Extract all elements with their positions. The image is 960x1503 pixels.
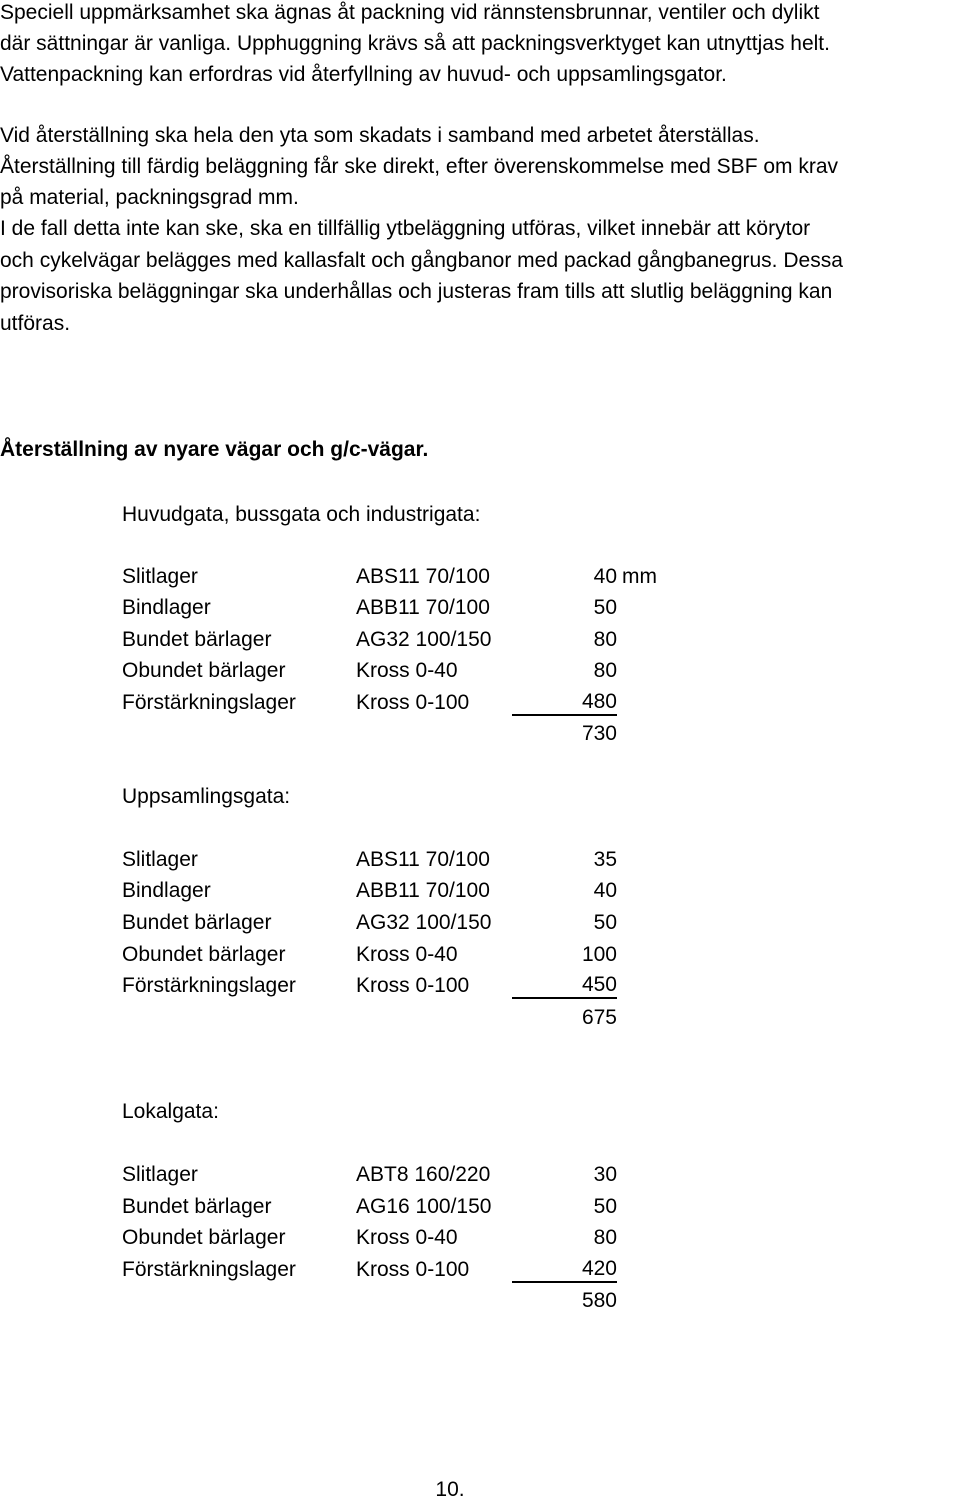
layer-name: Slitlager xyxy=(122,1163,198,1186)
layer-thickness: 450 xyxy=(512,973,617,999)
total-thickness: 675 xyxy=(581,1006,617,1029)
page-number: 10. xyxy=(435,1478,465,1501)
total-row xyxy=(0,1288,960,1314)
table-row xyxy=(0,627,960,653)
total-thickness: 730 xyxy=(581,722,617,745)
restore-line: Återställning till färdig beläggning får ske direkt, efter överenskommelse med SBF om krav xyxy=(0,155,839,178)
section-title: Uppsamlingsgata: xyxy=(122,785,291,808)
restore-line: på material, packningsgrad mm. xyxy=(0,186,299,209)
layer-name: Bundet bärlager xyxy=(122,911,272,934)
layer-name: Bindlager xyxy=(122,879,211,902)
table-row xyxy=(0,973,960,999)
layer-thickness: 480 xyxy=(512,690,617,716)
layer-name: Slitlager xyxy=(122,848,198,871)
layer-thickness: 40 xyxy=(593,879,617,902)
layer-material: Kross 0-100 xyxy=(356,691,470,714)
layer-thickness: 80 xyxy=(593,1226,617,1249)
layer-name: Bindlager xyxy=(122,596,211,619)
thickness-unit: mm xyxy=(622,565,657,588)
layer-thickness: 420 xyxy=(512,1257,617,1283)
table-row xyxy=(0,942,960,968)
layer-thickness: 50 xyxy=(593,1195,617,1218)
layer-name: Förstärkningslager xyxy=(122,691,296,714)
layer-material: ABS11 70/100 xyxy=(356,565,490,588)
table-row xyxy=(0,1162,960,1188)
section-title: Lokalgata: xyxy=(122,1100,219,1123)
table-row xyxy=(0,847,960,873)
layer-material: Kross 0-100 xyxy=(356,974,470,997)
layer-name: Förstärkningslager xyxy=(122,1258,296,1281)
layer-material: AG16 100/150 xyxy=(356,1195,492,1218)
layer-material: ABS11 70/100 xyxy=(356,848,490,871)
layer-material: AG32 100/150 xyxy=(356,911,492,934)
restore-line: I de fall detta inte kan ske, ska en tillfällig ytbeläggning utföras, vilket innebär att körytor xyxy=(0,217,811,240)
layer-material: ABT8 160/220 xyxy=(356,1163,491,1186)
layer-material: ABB11 70/100 xyxy=(356,879,490,902)
layer-thickness: 80 xyxy=(593,628,617,651)
restore-line: Vid återställning ska hela den yta som skadats i samband med arbetet återställas. xyxy=(0,124,760,147)
table-row xyxy=(0,658,960,684)
layer-thickness: 35 xyxy=(593,848,617,871)
restore-line: utföras. xyxy=(0,312,71,335)
table-row xyxy=(0,910,960,936)
total-row xyxy=(0,1005,960,1031)
total-row xyxy=(0,721,960,747)
section-title: Huvudgata, bussgata och industrigata: xyxy=(122,503,481,526)
restore-line: och cykelvägar belägges med kallasfalt och gångbanor med packad gångbanegrus. Dessa xyxy=(0,249,843,272)
layer-material: Kross 0-40 xyxy=(356,943,458,966)
section-heading: Återställning av nyare vägar och g/c-vägar. xyxy=(0,438,429,461)
intro-line: där sättningar är vanliga. Upphuggning krävs så att packningsverktyget kan utnyttjas helt. xyxy=(0,32,830,55)
table-row xyxy=(0,878,960,904)
layer-thickness: 80 xyxy=(593,659,617,682)
total-thickness: 580 xyxy=(581,1289,617,1312)
layer-material: Kross 0-40 xyxy=(356,659,458,682)
layer-name: Obundet bärlager xyxy=(122,659,286,682)
layer-material: Kross 0-40 xyxy=(356,1226,458,1249)
layer-name: Förstärkningslager xyxy=(122,974,296,997)
layer-name: Obundet bärlager xyxy=(122,1226,286,1249)
table-row xyxy=(0,1257,960,1283)
layer-name: Bundet bärlager xyxy=(122,1195,272,1218)
table-row xyxy=(0,595,960,621)
layer-name: Obundet bärlager xyxy=(122,943,286,966)
layer-thickness: 30 xyxy=(593,1163,617,1186)
layer-name: Bundet bärlager xyxy=(122,628,272,651)
intro-line: Speciell uppmärksamhet ska ägnas åt packning vid rännstensbrunnar, ventiler och dylikt xyxy=(0,1,820,24)
table-row xyxy=(0,564,960,590)
layer-material: ABB11 70/100 xyxy=(356,596,490,619)
table-row xyxy=(0,690,960,716)
layer-thickness: 40 xyxy=(593,565,617,588)
table-row xyxy=(0,1225,960,1251)
table-row xyxy=(0,1194,960,1220)
intro-line: Vattenpackning kan erfordras vid återfyllning av huvud- och uppsamlingsgator. xyxy=(0,63,727,86)
layer-thickness: 50 xyxy=(593,911,617,934)
layer-thickness: 100 xyxy=(581,943,617,966)
layer-thickness: 50 xyxy=(593,596,617,619)
layer-name: Slitlager xyxy=(122,565,198,588)
restore-line: provisoriska beläggningar ska underhållas och justeras fram tills att slutlig beläggning kan xyxy=(0,280,833,303)
layer-material: Kross 0-100 xyxy=(356,1258,470,1281)
layer-material: AG32 100/150 xyxy=(356,628,492,651)
